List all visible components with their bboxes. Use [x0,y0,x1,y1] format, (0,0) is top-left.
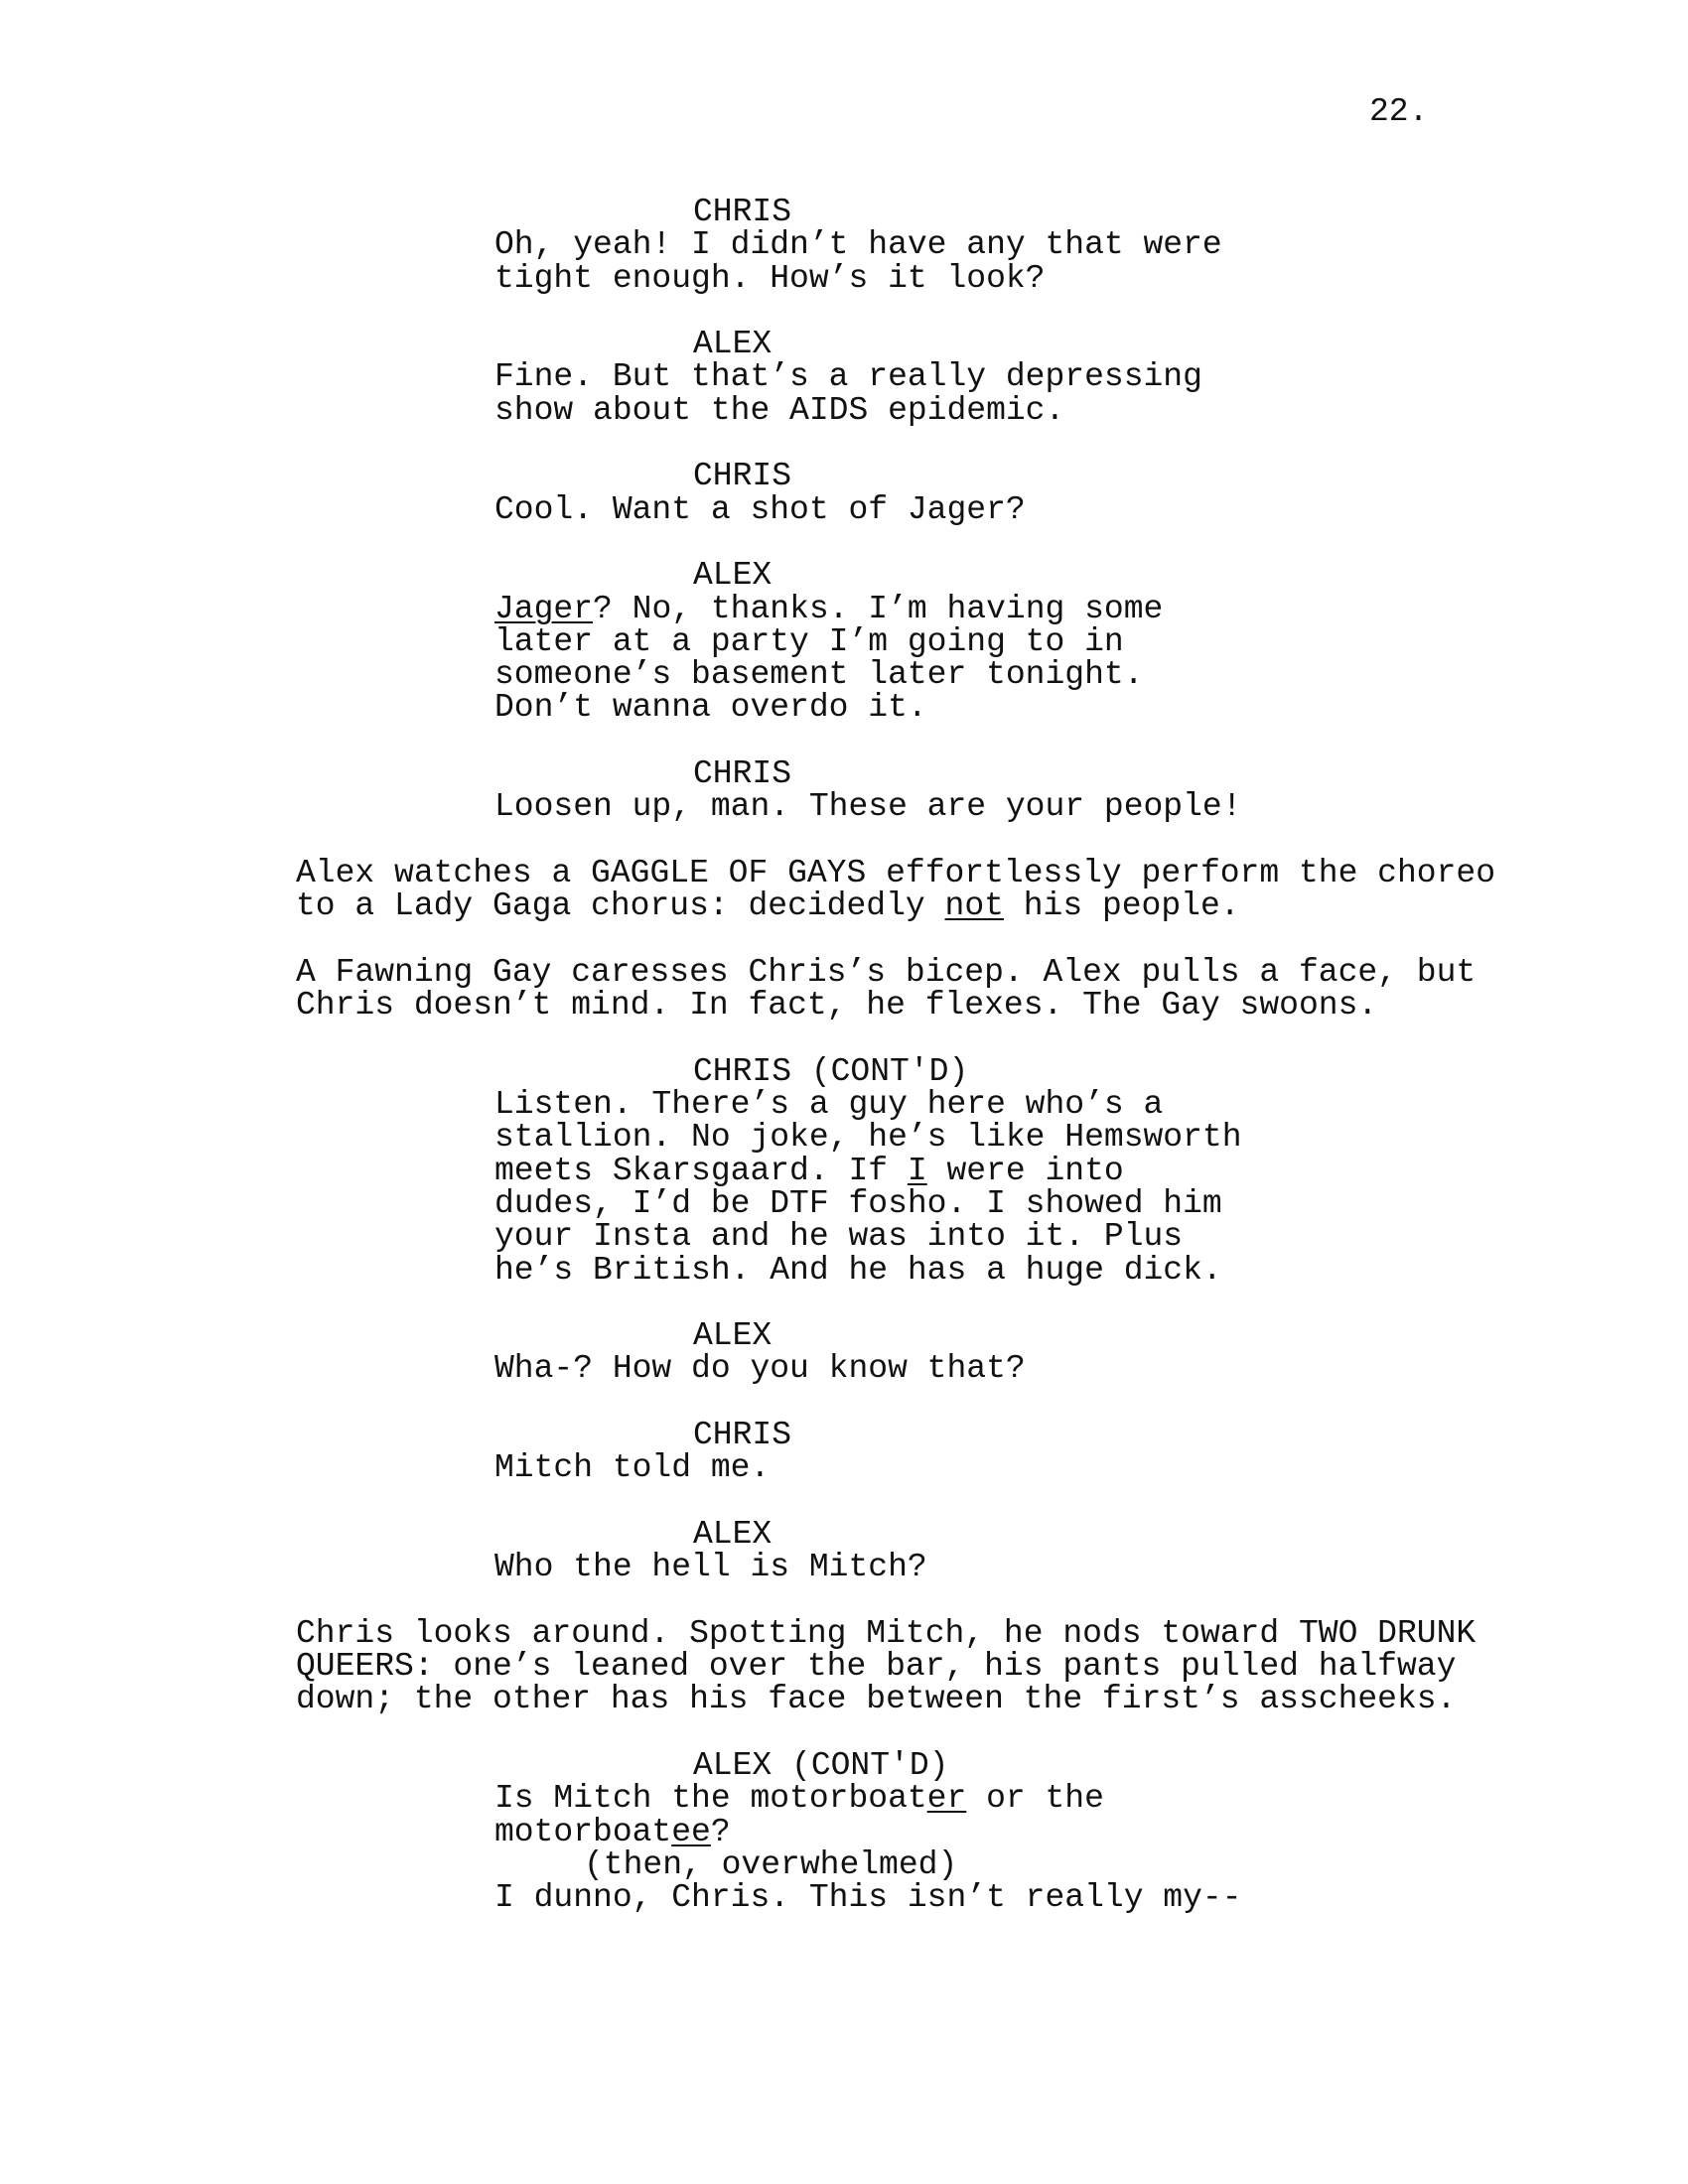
blank-line [296,1287,1487,1319]
dialogue-block [494,1449,1487,1487]
dialogue-block [494,1782,1487,1848]
text-run: motorboat [494,1813,672,1850]
action-block [296,854,1495,925]
action-block [296,953,1487,1024]
character-block [693,1416,1487,1453]
page-number: 22. [1369,93,1429,130]
action-line: A Fawning Gay caresses Chris’s bicep. Alex pulls a face, but [296,953,1477,991]
text-run: meets Skarsgaard. If [494,1152,908,1189]
text-run: to a Lady Gaga chorus: decidedly [296,887,945,925]
action-line: Chris doesn’t mind. In fact, he flexes. The Gay swoons. [296,987,1378,1024]
dialogue-line: Wha-? How do you know that? [494,1350,1026,1388]
dialogue-block [494,788,1487,826]
blank-line [296,923,1487,956]
dialogue-line: show about the AIDS epidemic. [494,391,1065,429]
dialogue-line: dudes, I’d be DTF fosho. I showed him [494,1184,1222,1222]
dialogue-line [494,1813,1487,1850]
text-run: ? No, thanks. I’m having some [593,590,1164,627]
character-block [693,1746,1487,1784]
dialogue-line [494,590,1487,627]
character-name: CHRIS [693,194,792,230]
dialogue-block [494,1879,1487,1917]
underlined-text: er [926,1780,967,1818]
blank-line [296,725,1487,757]
dialogue-line [494,1780,1487,1818]
blank-line [296,427,1487,460]
action-block [296,1614,1487,1718]
dialogue-line: Oh, yeah! I didn’t have any that were [494,226,1222,264]
text-run: or the [966,1780,1104,1818]
dialogue-block [494,490,1487,528]
character-block [693,196,1487,228]
underlined-text: ee [671,1813,711,1850]
action-line: down; the other has his face between the first’s asscheeks. [296,1681,1457,1718]
action-line: QUEERS: one’s leaned over the bar, his pants pulled halfway [296,1648,1457,1686]
parenthetical-block [584,1845,1487,1883]
character-name: ALEX [693,326,773,363]
blank-line [296,1583,1487,1616]
dialogue-line: Listen. There’s a guy here who’s a [494,1086,1164,1124]
dialogue-line: Who the hell is Mitch? [494,1549,927,1586]
underlined-text: not [944,887,1004,925]
dialogue-block [494,1350,1487,1388]
dialogue-line: I dunno, Chris. This isn’t really my-- [494,1879,1242,1917]
text-run: were into [926,1152,1124,1189]
dialogue-line: your Insta and he was into it. Plus [494,1218,1184,1256]
blank-line [296,1386,1487,1419]
dialogue-line: Loosen up, man. These are your people! [494,788,1242,826]
dialogue-line [494,1152,1487,1189]
text-run: Is Mitch the motorboat [494,1780,927,1818]
dialogue-line: Fine. But that’s a really depressing [494,358,1202,396]
underlined-text: Jager [494,590,594,627]
action-line: Chris looks around. Spotting Mitch, he nods toward TWO DRUNK [296,1614,1477,1652]
character-name: ALEX (CONT'D) [693,1746,949,1784]
dialogue-block [494,360,1487,427]
blank-line [296,1022,1487,1054]
dialogue-block [494,1088,1487,1287]
character-name: ALEX [693,1317,773,1355]
dialogue-line: he’s British. And he has a huge dick. [494,1251,1222,1289]
blank-line [296,1716,1487,1749]
character-name: CHRIS [693,755,792,793]
character-name: ALEX [693,557,773,595]
underlined-text: I [907,1152,927,1189]
character-name: CHRIS [693,458,792,495]
action-line: Alex watches a GAGGLE OF GAYS effortlessly perform the choreo [296,854,1495,891]
character-name: CHRIS [693,1416,792,1453]
parenthetical: (then, overwhelmed) [584,1845,958,1883]
dialogue-line: stallion. No joke, he’s like Hemsworth [494,1119,1242,1157]
screenplay-body [296,194,1495,1917]
action-line [296,887,1487,925]
character-block [693,326,1487,363]
character-block [693,1317,1487,1355]
character-block [693,1052,1487,1090]
blank-line [296,295,1487,328]
dialogue-line: Don’t wanna overdo it. [494,689,927,727]
dialogue-line: Mitch told me. [494,1449,771,1487]
dialogue-line: tight enough. How’s it look? [494,259,1046,297]
character-block [693,1515,1487,1553]
dialogue-block [494,228,1487,295]
character-block [693,755,1487,793]
dialogue-line: Cool. Want a shot of Jager? [494,490,1026,528]
dialogue-line: someone’s basement later tonight. [494,656,1144,694]
character-name: CHRIS (CONT'D) [693,1052,969,1090]
dialogue-line: later at a party I’m going to in [494,622,1124,660]
text-run: his people. [1003,887,1240,925]
text-run: ? [710,1813,731,1850]
dialogue-block [494,1549,1487,1586]
blank-line [296,824,1487,857]
character-name: ALEX [693,1515,773,1553]
dialogue-block [494,590,1487,727]
character-block [693,557,1487,595]
blank-line [296,1485,1487,1518]
character-block [693,458,1487,495]
blank-line [296,526,1487,559]
